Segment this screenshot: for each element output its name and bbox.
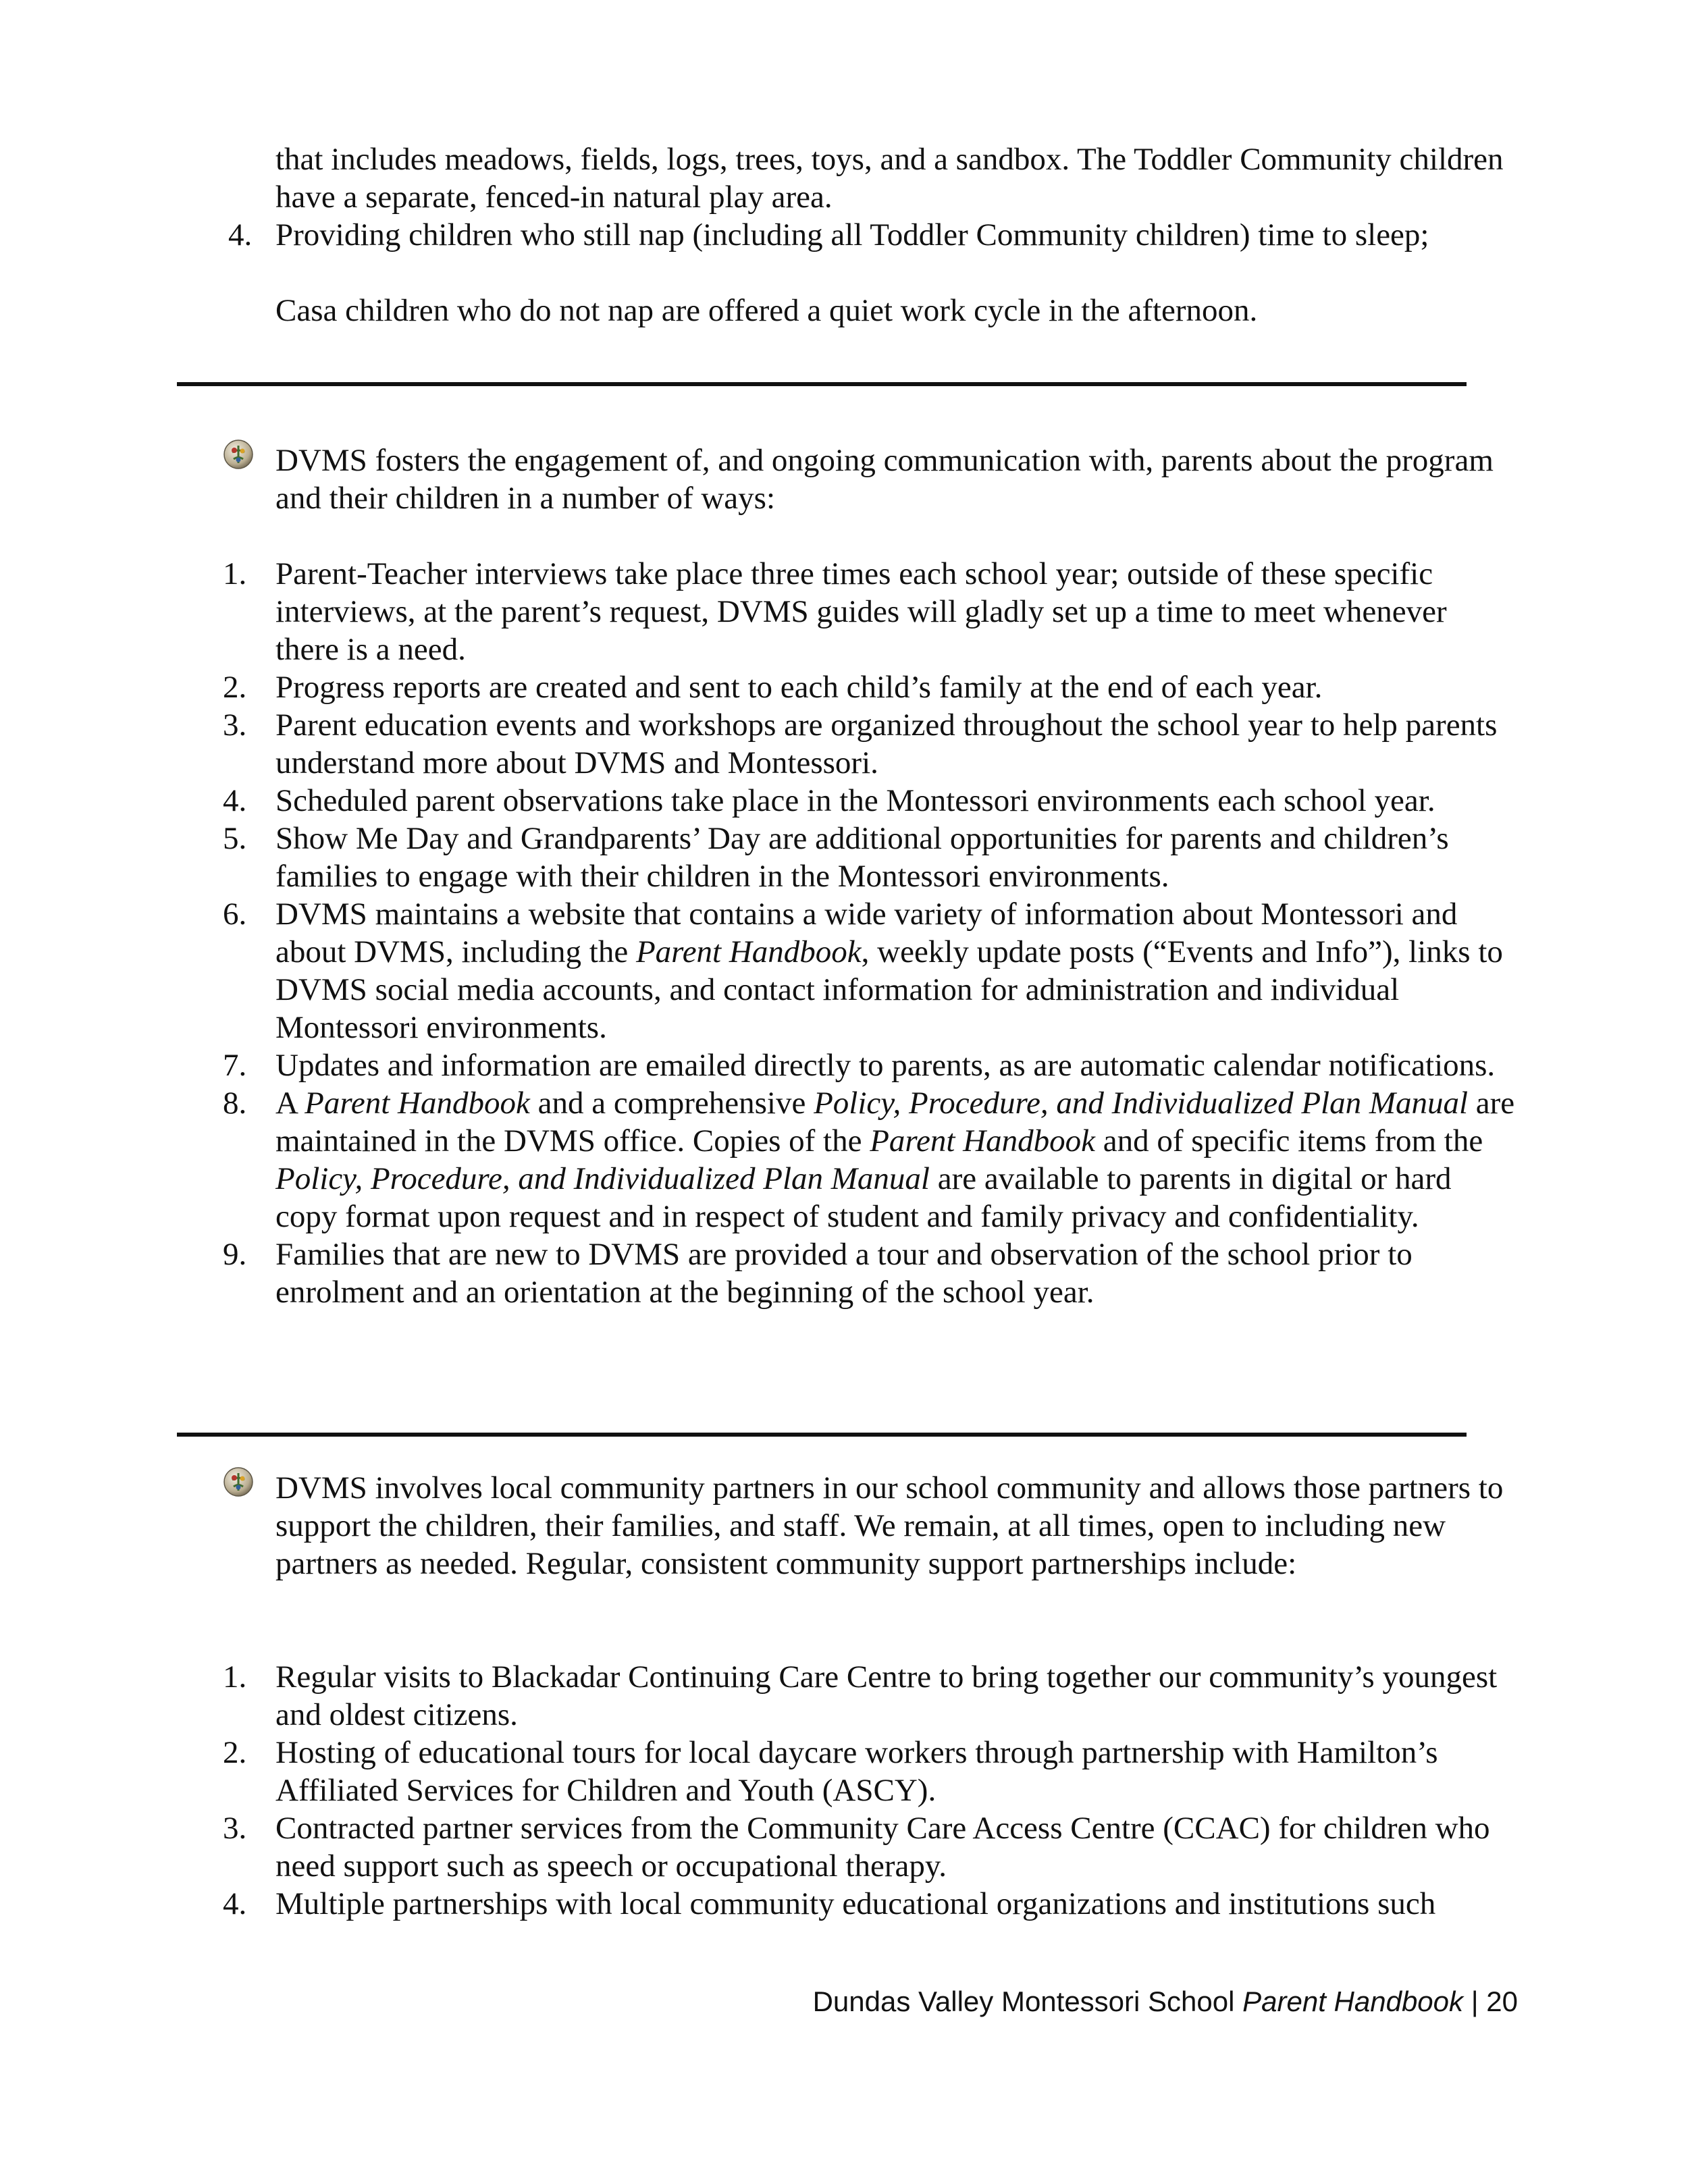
- list-item: [223, 1734, 1518, 1809]
- list-item-text: DVMS maintains a website that contains a wide variety of information about Montessori and about DVMS, including the Parent Handbook, weekly update posts (“Events and Info”), links to DVMS social media accounts, and contact information for administration and individual Montessori environments.: [275, 897, 1503, 1045]
- list-item-text: Parent-Teacher interviews take place three times each school year; outside of these specific interviews, at the parent’s request, DVMS guides will gladly set up a time to meet whenever there is a need.: [275, 556, 1447, 667]
- list-item-number: 1.: [223, 1659, 247, 1695]
- list-item: [223, 1885, 1518, 1923]
- page-number: 20: [1486, 1986, 1518, 2017]
- list-item-number: 9.: [223, 1237, 247, 1272]
- list-continuation: that includes meadows, fields, logs, trees, toys, and a sandbox. The Toddler Community children have a separate, fenced-in natural play area.: [275, 142, 1504, 215]
- list-item-text: Providing children who still nap (including all Toddler Community children) time to sleep;: [275, 217, 1429, 252]
- list-item: [223, 895, 1518, 1046]
- list-item: [223, 1046, 1518, 1084]
- list-item: [223, 555, 1518, 668]
- list-item-number: 1.: [223, 556, 247, 591]
- list-item-number: 4.: [223, 783, 247, 818]
- list-item-number: 7.: [223, 1048, 247, 1083]
- list-item: [223, 1809, 1518, 1885]
- list-item: [223, 782, 1518, 820]
- parent-communication-list: [223, 555, 1518, 1311]
- list-item-number: 3.: [223, 1811, 247, 1846]
- community-partnerships-list: [223, 1658, 1518, 1923]
- list-item-number: 4.: [228, 217, 253, 252]
- section-intro: DVMS involves local community partners in our school community and allows those partners to support the children, their families, and staff. We remain, at all times, open to including new partners as needed. Regular, consistent community support partnerships include:: [275, 1470, 1504, 1581]
- footer-separator: |: [1463, 1986, 1487, 2017]
- list-item-number: 2.: [223, 670, 247, 705]
- list-item-number: 5.: [223, 821, 247, 856]
- section-divider: [177, 1433, 1467, 1437]
- list-item-text: Show Me Day and Grandparents’ Day are additional opportunities for parents and children’s families to engage with their children in the Montessori environments.: [275, 821, 1449, 894]
- list-item-text: Parent education events and workshops are organized throughout the school year to help parents understand more about DVMS and Montessori.: [275, 708, 1498, 780]
- list-item-text: Multiple partnerships with local community educational organizations and institutions such: [275, 1886, 1436, 1921]
- list-item: [223, 1084, 1518, 1235]
- list-item-text: Contracted partner services from the Community Care Access Centre (CCAC) for children who need support such as speech or occupational therapy.: [275, 1811, 1490, 1884]
- list-item-text: A Parent Handbook and a comprehensive Policy, Procedure, and Individualized Plan Manual are maintained in the DVMS office. Copies of the Parent Handbook and of specific items from the Policy, Procedure, and Individualized Plan Manual are available to parents in digital or hard copy format upon request and in respect of student and family privacy and confidentiality.: [275, 1086, 1515, 1234]
- list-item-number: 4.: [223, 1886, 247, 1921]
- section-intro: DVMS fosters the engagement of, and ongoing communication with, parents about the program and their children in a number of ways:: [275, 443, 1494, 516]
- list-item-number: 3.: [223, 708, 247, 743]
- section-divider: [177, 382, 1467, 386]
- list-item: [223, 1658, 1518, 1734]
- footer-handbook-title: Parent Handbook: [1242, 1986, 1464, 2017]
- list-item: [223, 668, 1518, 706]
- list-item: [223, 706, 1518, 782]
- list-item-text: Updates and information are emailed directly to parents, as are automatic calendar notifications.: [275, 1048, 1496, 1083]
- footer-school-name: Dundas Valley Montessori School: [812, 1986, 1243, 2017]
- list-item: [223, 1235, 1518, 1311]
- list-item: [223, 820, 1518, 895]
- school-logo-bullet-icon: [223, 439, 254, 470]
- list-item-text: Hosting of educational tours for local daycare workers through partnership with Hamilton’s Affiliated Services for Children and Youth (ASCY).: [275, 1735, 1438, 1808]
- list-item-number: 6.: [223, 897, 247, 932]
- school-logo-bullet-icon: [223, 1466, 254, 1497]
- list-item-text: Regular visits to Blackadar Continuing Care Centre to bring together our community’s youngest and oldest citizens.: [275, 1659, 1498, 1732]
- list-item-text: Progress reports are created and sent to each child’s family at the end of each year.: [275, 670, 1323, 705]
- list-item-text: Families that are new to DVMS are provided a tour and observation of the school prior to enrolment and an orientation at the beginning of the school year.: [275, 1237, 1413, 1310]
- list-item-number: 2.: [223, 1735, 247, 1770]
- list-item: [228, 216, 1518, 254]
- list-item-extra: Casa children who do not nap are offered a quiet work cycle in the afternoon.: [275, 293, 1258, 328]
- list-item-text: Scheduled parent observations take place in the Montessori environments each school year.: [275, 783, 1435, 818]
- list-item-number: 8.: [223, 1086, 247, 1121]
- page-footer: [743, 1985, 1518, 2019]
